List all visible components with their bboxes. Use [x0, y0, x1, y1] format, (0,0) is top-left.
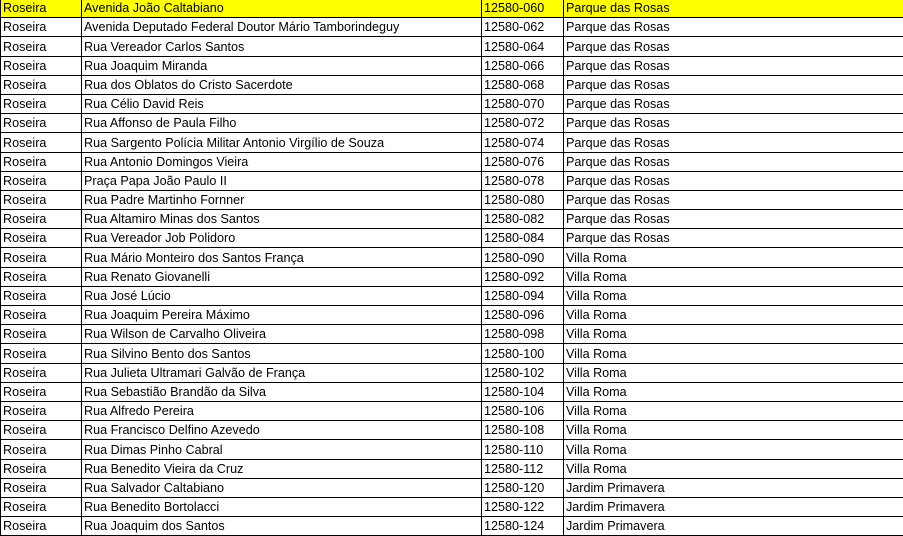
- cep-cell[interactable]: 12580-064: [482, 37, 564, 56]
- city-cell[interactable]: Roseira: [1, 248, 82, 267]
- city-cell[interactable]: Roseira: [1, 56, 82, 75]
- district-cell[interactable]: Parque das Rosas: [564, 229, 903, 248]
- district-cell[interactable]: Villa Roma: [564, 306, 903, 325]
- street-cell[interactable]: Rua Mário Monteiro dos Santos França: [82, 248, 482, 267]
- city-cell[interactable]: Roseira: [1, 363, 82, 382]
- street-cell[interactable]: Rua Dimas Pinho Cabral: [82, 440, 482, 459]
- district-cell[interactable]: Parque das Rosas: [564, 190, 903, 209]
- district-cell[interactable]: Jardim Primavera: [564, 478, 903, 497]
- table-row: [1, 37, 903, 56]
- cep-cell[interactable]: 12580-120: [482, 478, 564, 497]
- street-cell[interactable]: Rua Silvino Bento dos Santos: [82, 344, 482, 363]
- district-cell[interactable]: Parque das Rosas: [564, 0, 903, 18]
- city-cell[interactable]: Roseira: [1, 325, 82, 344]
- city-cell[interactable]: Roseira: [1, 190, 82, 209]
- table-row: [1, 229, 903, 248]
- street-cell[interactable]: Rua Altamiro Minas dos Santos: [82, 210, 482, 229]
- cep-cell[interactable]: 12580-100: [482, 344, 564, 363]
- table-row: [1, 440, 903, 459]
- cep-cell[interactable]: 12580-102: [482, 363, 564, 382]
- city-cell[interactable]: Roseira: [1, 37, 82, 56]
- city-cell[interactable]: Roseira: [1, 0, 82, 18]
- city-cell[interactable]: Roseira: [1, 94, 82, 113]
- table-row: [1, 248, 903, 267]
- table-row: [1, 75, 903, 94]
- table-row: [1, 56, 903, 75]
- cep-cell[interactable]: 12580-072: [482, 114, 564, 133]
- cep-cell[interactable]: 12580-060: [482, 0, 564, 18]
- city-cell[interactable]: Roseira: [1, 497, 82, 516]
- city-cell[interactable]: Roseira: [1, 459, 82, 478]
- city-cell[interactable]: Roseira: [1, 18, 82, 37]
- district-cell[interactable]: Villa Roma: [564, 421, 903, 440]
- table-row: [1, 18, 903, 37]
- table-row: [1, 171, 903, 190]
- district-cell[interactable]: Villa Roma: [564, 286, 903, 305]
- table-row: [1, 0, 903, 18]
- cep-cell[interactable]: 12580-084: [482, 229, 564, 248]
- district-cell[interactable]: Parque das Rosas: [564, 114, 903, 133]
- district-cell[interactable]: Parque das Rosas: [564, 18, 903, 37]
- district-cell[interactable]: Villa Roma: [564, 325, 903, 344]
- table-row: [1, 267, 903, 286]
- street-cell[interactable]: Rua Wilson de Carvalho Oliveira: [82, 325, 482, 344]
- city-cell[interactable]: Roseira: [1, 401, 82, 420]
- city-cell[interactable]: Roseira: [1, 114, 82, 133]
- district-cell[interactable]: Parque das Rosas: [564, 171, 903, 190]
- table-row: [1, 363, 903, 382]
- address-table-body: [1, 0, 903, 536]
- table-row: [1, 94, 903, 113]
- table-row: [1, 306, 903, 325]
- city-cell[interactable]: Roseira: [1, 286, 82, 305]
- street-cell[interactable]: Rua Renato Giovanelli: [82, 267, 482, 286]
- district-cell[interactable]: Parque das Rosas: [564, 94, 903, 113]
- table-row: [1, 497, 903, 516]
- table-row: [1, 344, 903, 363]
- table-row: [1, 478, 903, 497]
- city-cell[interactable]: Roseira: [1, 478, 82, 497]
- city-cell[interactable]: Roseira: [1, 133, 82, 152]
- city-cell[interactable]: Roseira: [1, 344, 82, 363]
- city-cell[interactable]: Roseira: [1, 421, 82, 440]
- district-cell[interactable]: Villa Roma: [564, 344, 903, 363]
- street-cell[interactable]: Rua Benedito Vieira da Cruz: [82, 459, 482, 478]
- street-cell[interactable]: Rua Célio David Reis: [82, 94, 482, 113]
- street-cell[interactable]: Rua dos Oblatos do Cristo Sacerdote: [82, 75, 482, 94]
- table-row: [1, 325, 903, 344]
- street-cell[interactable]: Rua Vereador Job Polidoro: [82, 229, 482, 248]
- street-cell[interactable]: Rua Joaquim Miranda: [82, 56, 482, 75]
- street-cell[interactable]: Rua Sargento Polícia Militar Antonio Virgílio de Souza: [82, 133, 482, 152]
- district-cell[interactable]: Villa Roma: [564, 363, 903, 382]
- street-cell[interactable]: Praça Papa João Paulo II: [82, 171, 482, 190]
- table-row: [1, 210, 903, 229]
- cep-cell[interactable]: 12580-062: [482, 18, 564, 37]
- street-cell[interactable]: Rua Joaquim dos Santos: [82, 517, 482, 536]
- cep-cell[interactable]: 12580-068: [482, 75, 564, 94]
- cep-cell[interactable]: 12580-094: [482, 286, 564, 305]
- table-row: [1, 114, 903, 133]
- district-cell[interactable]: Villa Roma: [564, 267, 903, 286]
- district-cell[interactable]: Villa Roma: [564, 401, 903, 420]
- district-cell[interactable]: Villa Roma: [564, 382, 903, 401]
- table-row: [1, 286, 903, 305]
- street-cell[interactable]: Avenida Deputado Federal Doutor Mário Tamborindeguy: [82, 18, 482, 37]
- cep-cell[interactable]: 12580-080: [482, 190, 564, 209]
- cep-cell[interactable]: 12580-098: [482, 325, 564, 344]
- district-cell[interactable]: Villa Roma: [564, 440, 903, 459]
- cep-cell[interactable]: 12580-074: [482, 133, 564, 152]
- cep-cell[interactable]: 12580-096: [482, 306, 564, 325]
- cep-cell[interactable]: 12580-070: [482, 94, 564, 113]
- cep-cell[interactable]: 12580-066: [482, 56, 564, 75]
- table-row: [1, 152, 903, 171]
- street-cell[interactable]: Rua Antonio Domingos Vieira: [82, 152, 482, 171]
- cep-cell[interactable]: 12580-076: [482, 152, 564, 171]
- street-cell[interactable]: Rua José Lúcio: [82, 286, 482, 305]
- district-cell[interactable]: Villa Roma: [564, 459, 903, 478]
- cep-cell[interactable]: 12580-090: [482, 248, 564, 267]
- cep-cell[interactable]: 12580-108: [482, 421, 564, 440]
- city-cell[interactable]: Roseira: [1, 229, 82, 248]
- street-cell[interactable]: Rua Affonso de Paula Filho: [82, 114, 482, 133]
- street-cell[interactable]: Rua Padre Martinho Fornner: [82, 190, 482, 209]
- table-row: [1, 459, 903, 478]
- table-row: [1, 133, 903, 152]
- street-cell[interactable]: Avenida João Caltabiano: [82, 0, 482, 18]
- cep-cell[interactable]: 12580-092: [482, 267, 564, 286]
- cep-cell[interactable]: 12580-104: [482, 382, 564, 401]
- cep-cell[interactable]: 12580-082: [482, 210, 564, 229]
- table-row: [1, 517, 903, 536]
- street-cell[interactable]: Rua Salvador Caltabiano: [82, 478, 482, 497]
- district-cell[interactable]: Jardim Primavera: [564, 517, 903, 536]
- cep-cell[interactable]: 12580-124: [482, 517, 564, 536]
- city-cell[interactable]: Roseira: [1, 517, 82, 536]
- cep-cell[interactable]: 12580-110: [482, 440, 564, 459]
- cep-cell[interactable]: 12580-122: [482, 497, 564, 516]
- district-cell[interactable]: Jardim Primavera: [564, 497, 903, 516]
- city-cell[interactable]: Roseira: [1, 382, 82, 401]
- street-cell[interactable]: Rua Julieta Ultramari Galvão de França: [82, 363, 482, 382]
- street-cell[interactable]: Rua Vereador Carlos Santos: [82, 37, 482, 56]
- table-row: [1, 382, 903, 401]
- district-cell[interactable]: Parque das Rosas: [564, 37, 903, 56]
- city-cell[interactable]: Roseira: [1, 152, 82, 171]
- street-cell[interactable]: Rua Francisco Delfino Azevedo: [82, 421, 482, 440]
- cep-cell[interactable]: 12580-078: [482, 171, 564, 190]
- table-row: [1, 421, 903, 440]
- district-cell[interactable]: Parque das Rosas: [564, 75, 903, 94]
- street-cell[interactable]: Rua Benedito Bortolacci: [82, 497, 482, 516]
- city-cell[interactable]: Roseira: [1, 75, 82, 94]
- street-cell[interactable]: Rua Sebastião Brandão da Silva: [82, 382, 482, 401]
- cep-cell[interactable]: 12580-112: [482, 459, 564, 478]
- city-cell[interactable]: Roseira: [1, 210, 82, 229]
- cep-cell[interactable]: 12580-106: [482, 401, 564, 420]
- street-cell[interactable]: Rua Alfredo Pereira: [82, 401, 482, 420]
- city-cell[interactable]: Roseira: [1, 306, 82, 325]
- district-cell[interactable]: Parque das Rosas: [564, 152, 903, 171]
- district-cell[interactable]: Villa Roma: [564, 248, 903, 267]
- table-row: [1, 401, 903, 420]
- table-row: [1, 190, 903, 209]
- district-cell[interactable]: Parque das Rosas: [564, 210, 903, 229]
- district-cell[interactable]: Parque das Rosas: [564, 133, 903, 152]
- city-cell[interactable]: Roseira: [1, 171, 82, 190]
- street-cell[interactable]: Rua Joaquim Pereira Máximo: [82, 306, 482, 325]
- district-cell[interactable]: Parque das Rosas: [564, 56, 903, 75]
- city-cell[interactable]: Roseira: [1, 440, 82, 459]
- city-cell[interactable]: Roseira: [1, 267, 82, 286]
